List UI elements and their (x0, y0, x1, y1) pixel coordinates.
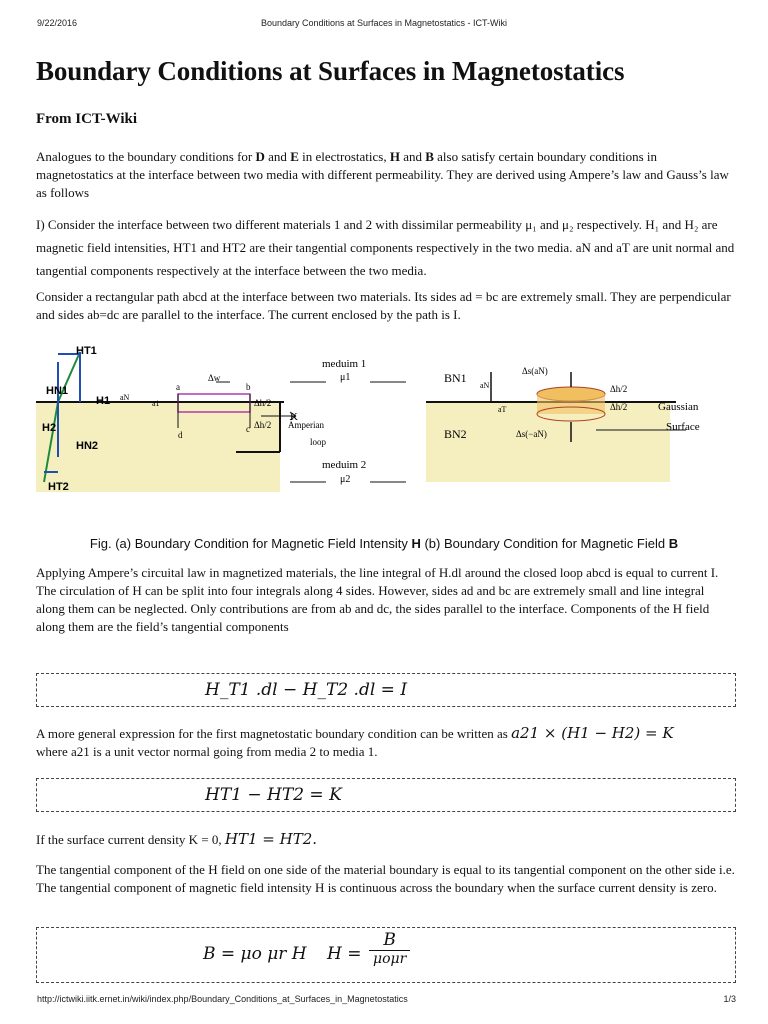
page-title: Boundary Conditions at Surfaces in Magnetostatics (36, 56, 625, 86)
footer-url: http://ictwiki.iitk.ernet.in/wiki/index.php/Boundary_Conditions_at_Surfaces_in_Magnetostatics (37, 994, 408, 1004)
paragraph-rect-path: Consider a rectangular path abcd at the interface between two materials. Its sides ad = bc are extremely small. They are perpendicular and sides ab=dc are parallel to the interface. The current enclosed by the path is I. (36, 289, 731, 322)
label-dh-bottom: Δh/2 (254, 420, 272, 430)
label-a: a (176, 382, 180, 392)
equation-3: HT1 − HT2 = K (205, 785, 342, 805)
gaussian-cylinder-body (537, 394, 605, 414)
medium-2-region-a (36, 402, 280, 492)
label-dh-top: Δh/2 (254, 398, 272, 408)
label-ht1: HT1 (76, 345, 97, 357)
label-an: aN (120, 393, 130, 402)
label-dh-top-b: Δh/2 (610, 384, 628, 394)
label-gaussian: Gaussian (658, 401, 699, 413)
label-ds-bottom: Δs(−aN) (516, 429, 547, 439)
label-medium1: meduim 1 (322, 358, 367, 370)
label-bn2: BN2 (444, 427, 467, 441)
label-k: K (290, 411, 298, 423)
label-d: d (178, 430, 183, 440)
label-an-b: aN (480, 381, 490, 390)
label-mu1: μ1 (340, 372, 351, 383)
label-dh-bottom-b: Δh/2 (610, 402, 628, 412)
equation-5b-fraction: B μoμr (369, 930, 410, 967)
equation-4: HT1 = HT2. (224, 830, 318, 848)
label-c: c (246, 424, 250, 434)
equation-box-3 (36, 927, 736, 983)
paragraph-general: A more general expression for the first magnetostatic boundary condition can be written as a21 × (H1 − H2) = K where a21 is a unit vector normal going from media 2 to media 1. (36, 724, 674, 759)
equation-5a: B = μo μr H (203, 944, 307, 964)
label-h1: H1 (96, 395, 111, 407)
label-hn2: HN2 (76, 440, 99, 452)
label-medium2: meduim 2 (322, 459, 367, 471)
figure-a (36, 345, 406, 493)
equation-5b-lhs: H = (327, 944, 362, 964)
label-dw: Δw (208, 373, 221, 383)
label-amperian: Amperian (288, 420, 324, 430)
figure-b (426, 366, 700, 482)
paragraph-k-zero: If the surface current density K = 0, HT1 = HT2. (36, 830, 318, 848)
label-mu2: μ2 (340, 474, 351, 485)
label-ht2: HT2 (48, 481, 69, 493)
label-bn1: BN1 (444, 371, 467, 385)
label-ds-top: Δs(aN) (522, 366, 548, 376)
paragraph-interface: I) Consider the interface between two different materials 1 and 2 with dissimilar permeability μ₁ and μ₂ respectively. H₁ and H₂ are magnetic field intensities, HT1 and HT2 are their tangential components respectively in the two media. aN and aT are unit normal and tangential components respectively at the interface between the two media. (36, 217, 735, 278)
boundary-figure (36, 332, 736, 507)
intro-paragraph: Analogues to the boundary conditions for D and E in electrostatics, H and B also satisfy certain boundary conditions in magnetostatics at the interface between two media with different permeability. They are derived using Ampere’s law and Gauss’s law as follows (36, 149, 729, 200)
equation-2: a21 × (H1 − H2) = K (511, 724, 674, 742)
label-loop: loop (310, 437, 327, 447)
label-h2: H2 (42, 422, 57, 434)
paragraph-ampere: Applying Ampere’s circuital law in magnetized materials, the line integral of H.dl around the closed loop abcd is equal to current I. The circulation of H can be split into four integrals along 4 sides. However, sides ad and bc are extremely small and line integral along them can be neglected. Only contributions are from ab and dc, the sides parallel to the interface. Components of the H field along them are the field’s tangential components (36, 565, 719, 634)
print-title: Boundary Conditions at Surfaces in Magnetostatics - ICT-Wiki (260, 18, 508, 28)
equation-1: H_T1 .dl − H_T2 .dl = I (205, 680, 408, 700)
paragraph-tangential: The tangential component of the H field on one side of the material boundary is equal to its tangential component on the other side i.e. The tangential component of magnetic field intensity H is continuous across the boundary when the surface current density is zero. (36, 862, 735, 895)
label-at: a1 (152, 399, 160, 408)
print-date: 9/22/2016 (37, 18, 78, 28)
label-hn1: HN1 (46, 385, 69, 397)
equation-box-1 (36, 673, 736, 707)
figure-caption: Fig. (a) Boundary Condition for Magnetic Field Intensity H (b) Boundary Condition for Magnetic Field B (89, 536, 679, 551)
label-at-b: aT (498, 405, 507, 414)
source-line: From ICT-Wiki (36, 111, 137, 127)
page-number: 1/3 (723, 994, 736, 1004)
equation-box-2 (36, 778, 736, 812)
label-surface: Surface (666, 421, 700, 433)
label-b: b (246, 382, 251, 392)
